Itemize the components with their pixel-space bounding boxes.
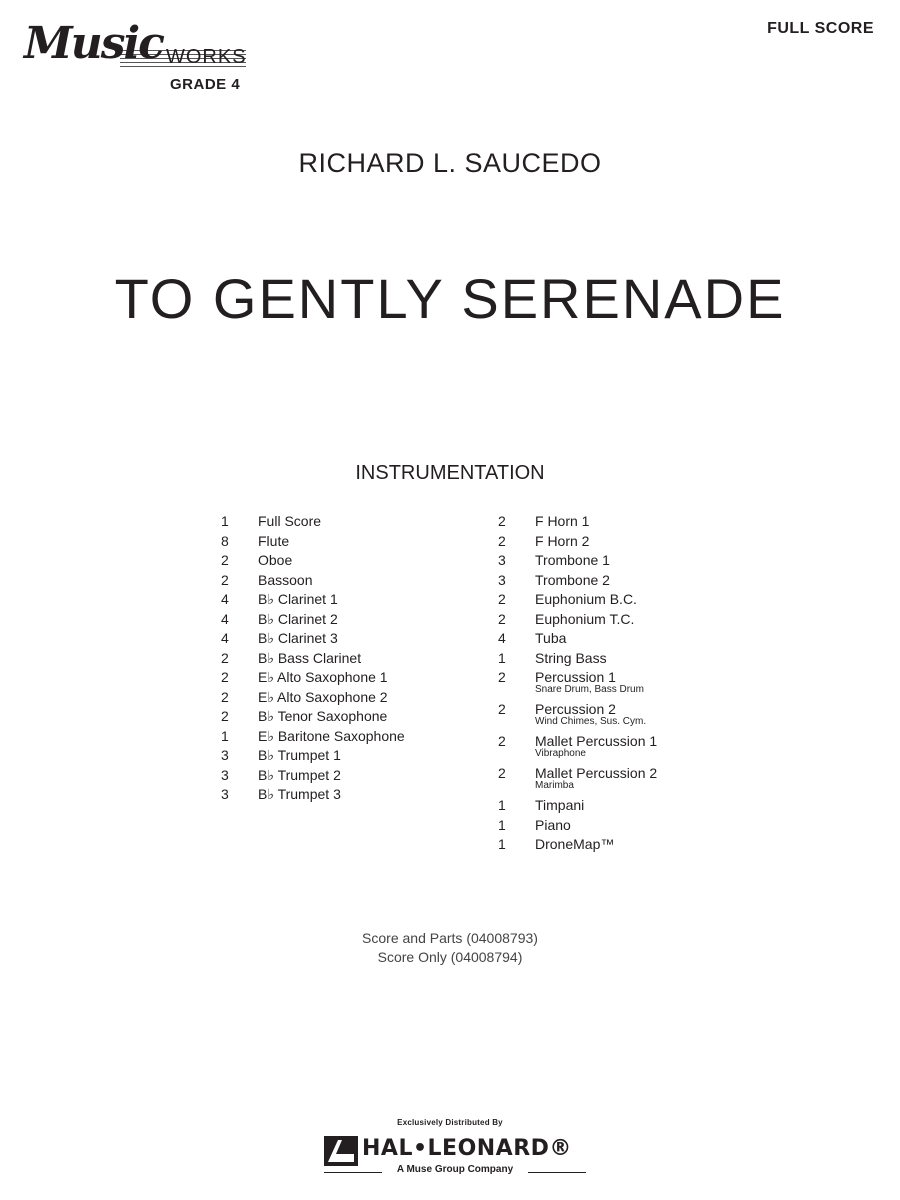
instrument-row [221, 746, 481, 766]
composer-name: RICHARD L. SAUCEDO [298, 148, 602, 178]
instrument-quantity: 1 [498, 816, 506, 833]
instrument-name: Full Score [258, 513, 322, 529]
instrument-name: Percussion 2 [535, 701, 616, 717]
instrument-row [498, 668, 758, 700]
logo-script-text: Music [24, 18, 163, 69]
instrument-quantity: 3 [221, 747, 229, 763]
instrument-row [221, 571, 481, 591]
instrument-row [221, 668, 481, 688]
instrument-name: Trombone 1 [535, 552, 610, 568]
instrument-name: Piano [535, 816, 571, 833]
instrument-quantity: 1 [498, 797, 506, 813]
instrument-quantity: 2 [221, 669, 229, 685]
instrument-quantity: 3 [221, 766, 229, 783]
instrument-name: Tuba [535, 630, 567, 646]
instrument-name: Mallet Percussion 2 [535, 765, 658, 781]
instrument-row [221, 785, 481, 805]
instrument-row [498, 649, 758, 669]
instrument-name: Timpani [535, 797, 585, 813]
instrument-row [498, 590, 758, 610]
publisher-name: HAL•LEONARD® [362, 1136, 572, 1161]
instrument-name: E♭ Alto Saxophone 2 [258, 688, 388, 705]
catalog-numbers [0, 929, 900, 967]
instrument-row [498, 532, 758, 552]
instrument-name: Euphonium B.C. [535, 591, 637, 607]
instrument-row [498, 700, 758, 732]
instrument-row [498, 816, 758, 836]
instrument-quantity: 1 [498, 836, 506, 852]
publisher-tagline: A Muse Group Company [396, 1164, 514, 1175]
instrument-list-right [498, 512, 758, 855]
instrument-name: DroneMap™ [535, 836, 615, 852]
instrument-quantity: 4 [498, 630, 506, 646]
instrument-row [498, 732, 758, 764]
instrument-quantity: 2 [498, 532, 506, 549]
instrument-quantity: 4 [221, 610, 229, 627]
instrument-row [221, 629, 481, 649]
instrument-row [498, 835, 758, 855]
instrument-name: B♭ Trumpet 3 [258, 786, 341, 802]
instrument-quantity: 2 [498, 701, 506, 717]
instrument-name: B♭ Clarinet 3 [258, 630, 338, 646]
instrument-quantity: 8 [221, 532, 229, 549]
instrument-quantity: 1 [498, 649, 506, 666]
score-only-number: Score Only (04008794) [377, 949, 523, 965]
instrument-name: E♭ Alto Saxophone 1 [258, 669, 388, 685]
instrument-name: Trombone 2 [535, 571, 610, 588]
instrument-quantity: 4 [221, 591, 229, 607]
instrument-list-left [221, 512, 481, 805]
hal-leonard-mark-icon [324, 1136, 358, 1166]
instrument-row [498, 796, 758, 816]
grade-label: GRADE 4 [170, 76, 241, 93]
instrument-detail: Wind Chimes, Sus. Cym. [535, 716, 647, 727]
instrument-quantity: 2 [498, 765, 506, 781]
instrument-name: B♭ Clarinet 1 [258, 591, 338, 607]
logo-works-text: WORKS [166, 46, 247, 68]
instrument-quantity: 2 [221, 649, 229, 666]
instrumentation-heading: INSTRUMENTATION [355, 462, 545, 484]
distributed-by-text: Exclusively Distributed By [397, 1118, 503, 1127]
instrument-name: F Horn 2 [535, 532, 590, 549]
instrument-row [221, 512, 481, 532]
instrument-name: E♭ Baritone Saxophone [258, 727, 405, 744]
instrument-row [498, 629, 758, 649]
instrument-row [221, 688, 481, 708]
instrument-quantity: 2 [498, 669, 506, 685]
instrument-row [221, 551, 481, 571]
instrument-name: Flute [258, 532, 290, 549]
instrument-row [221, 766, 481, 786]
instrument-name: String Bass [535, 649, 607, 666]
instrument-quantity: 3 [498, 552, 506, 568]
instrument-detail: Snare Drum, Bass Drum [535, 684, 644, 695]
instrument-row [498, 512, 758, 532]
instrument-quantity: 4 [221, 630, 229, 646]
instrument-quantity: 2 [498, 513, 506, 529]
instrument-quantity: 3 [221, 786, 229, 802]
instrument-quantity: 2 [221, 708, 229, 724]
instrument-quantity: 2 [498, 733, 506, 749]
instrument-quantity: 2 [221, 571, 229, 588]
instrument-name: B♭ Trumpet 2 [258, 766, 341, 783]
instrument-name: Mallet Percussion 1 [535, 733, 658, 749]
instrument-name: B♭ Trumpet 1 [258, 747, 341, 763]
instrument-quantity: 2 [498, 591, 506, 607]
instrument-detail: Marimba [535, 780, 574, 791]
instrument-row [221, 532, 481, 552]
instrument-row [498, 610, 758, 630]
instrument-name: F Horn 1 [535, 513, 590, 529]
piece-title: TO GENTLY SERENADE [114, 267, 786, 330]
instrument-row [498, 571, 758, 591]
instrument-quantity: 2 [221, 688, 229, 705]
instrument-row [498, 551, 758, 571]
hal-leonard-logo [324, 1134, 586, 1174]
instrument-name: B♭ Tenor Saxophone [258, 708, 388, 724]
full-score-label: FULL SCORE [767, 20, 874, 37]
instrument-row [221, 649, 481, 669]
instrument-detail: Vibraphone [535, 748, 586, 759]
publisher-footer [0, 1118, 900, 1175]
instrument-row [221, 590, 481, 610]
instrument-name: Oboe [258, 552, 293, 568]
instrument-quantity: 3 [498, 571, 506, 588]
score-and-parts-number: Score and Parts (04008793) [362, 930, 538, 946]
instrument-name: Bassoon [258, 571, 313, 588]
instrument-row [498, 764, 758, 796]
instrument-quantity: 1 [221, 727, 229, 744]
instrument-name: Percussion 1 [535, 669, 616, 685]
instrument-row [221, 707, 481, 727]
instrument-quantity: 2 [498, 610, 506, 627]
instrument-row [221, 610, 481, 630]
instrument-name: B♭ Bass Clarinet [258, 649, 362, 666]
instrument-name: Euphonium T.C. [535, 610, 635, 627]
instrument-quantity: 1 [221, 513, 229, 529]
instrument-name: B♭ Clarinet 2 [258, 610, 338, 627]
instrument-row [221, 727, 481, 747]
instrument-quantity: 2 [221, 552, 229, 568]
